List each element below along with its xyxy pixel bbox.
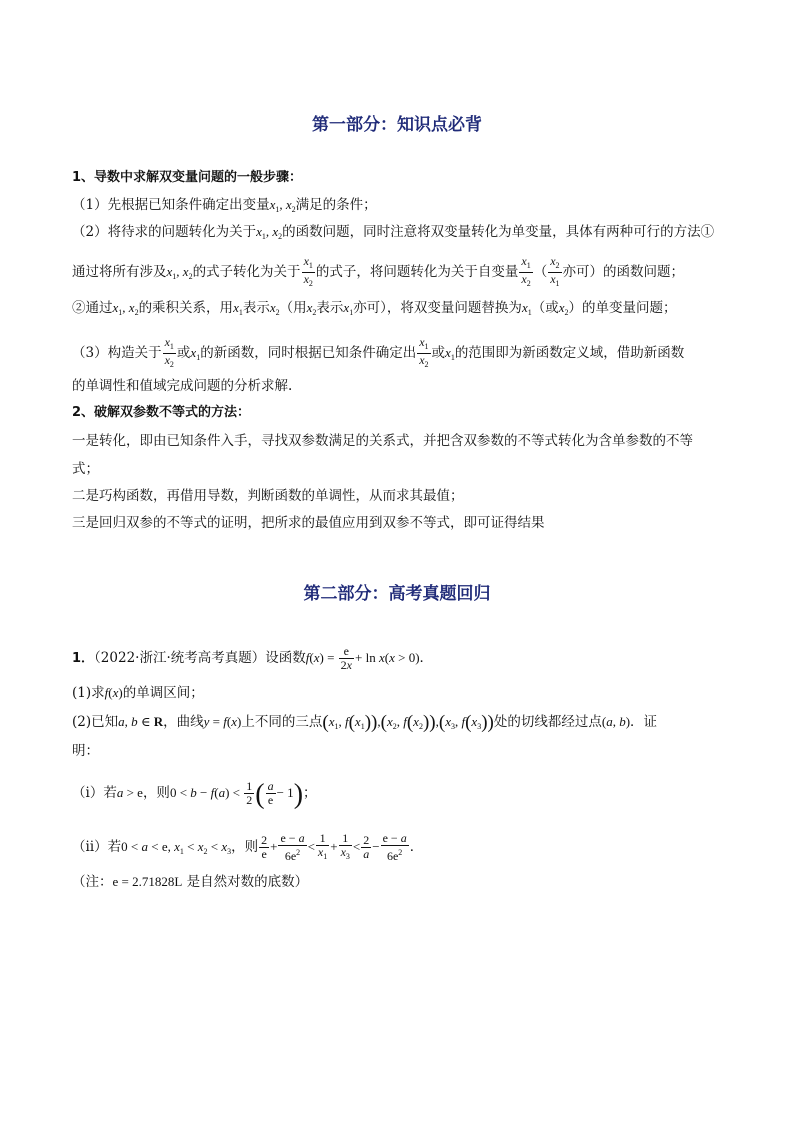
step1-line: （1）先根据已知条件确定出变量$x_1$, $x_2$满足的条件； <box>72 197 377 214</box>
question-stem: 1．（2022·浙江·统考高考真题）设函数f(x) = $\frac{e}{2x}$ + ln x(x > 0)． <box>72 644 434 672</box>
step2-line: （2）将待求的问题转化为关于$x_1$, $x_2$的函数问题，同时注意将双变量转化为单变量，具体有两种可行的方法① <box>72 224 715 241</box>
fraction-e-2x: $\frac{e}{2x}$ <box>340 644 352 672</box>
part2-heading: 第二部分：高考真题回归 <box>303 584 491 604</box>
step3-line-2: 的单调性和值域完成问题的分析求解. <box>72 378 293 394</box>
question-part1: (1)求f(x)的单调区间； <box>72 685 204 701</box>
method-transform-cont: 式； <box>72 461 99 477</box>
method-construct: 二是巧构函数，再借用导数，判断函数的单调性，从而求其最值； <box>72 488 464 504</box>
step2-method2-line: ②通过$x_1$, $x_2$的乘积关系，用$x_1$表示$x_2$（用$x_2$表示$x_1$亦可），将双变量问题替换为$x_1$（或$x_2$）的单变量问题； <box>72 300 677 317</box>
question-part2-cont: 明： <box>72 743 99 759</box>
item1-title: 1、导数中求解双变量问题的一般步骤： <box>72 170 303 185</box>
question-part2-i: （ⅰ）若a > e，则0 < b − f(a) < $\frac{1}{2}$ ( $\frac{a}{e}$ − 1)； <box>72 779 317 810</box>
question-part2-ii: （ⅱ）若0 < a < e, $x_1 < x_2 < x_3$，则 $\frac{2}{e}$ + $\frac{e - a}{6e^2}$ < $\frac{1}{x_1}$ + $\frac{1}{x_3}$ < $\frac{2}{a}$ − $\frac{e - a}{6e^2}$ ． <box>72 831 424 863</box>
item2-title: 2、破解双参数不等式的方法： <box>72 405 251 420</box>
e-value: e = 2.71828L <box>112 874 183 889</box>
part1-heading: 第一部分：知识点必背 <box>312 115 482 135</box>
step3-line: （3）构造关于 $\frac{x_1}{x_2}$ 或$x_1$的新函数，同时根据已知条件确定出 $\frac{x_1}{x_2}$ 或$x_1$的范围即为新函数定义域，借助新函数 <box>72 335 685 369</box>
question-part2: (2)已知a, b ∈ R，曲线y = f(x)上不同的三点($x_1$, $f(x_1)),(x_2$, $f(x_2)),(x_3$, $f(x_3)$)处的切线都经过点(a, b)．证 <box>72 712 658 733</box>
fraction-x1-x2: $\frac{x_1}{x_2}$ <box>303 254 313 288</box>
method-transform: 一是转化，即由已知条件入手，寻找双参数满足的关系式，并把含双参数的不等式转化为含单参数的不等 <box>72 433 693 449</box>
step2-method1-line: 通过将所有涉及$x_1$, $x_2$的式子转化为关于 $\frac{x_1}{x_2}$ 的式子，将问题转化为关于自变量 $\frac{x_1}{x_2}$ （ $\frac{x_2}{x_1}$ 亦可）的函数问题； <box>72 254 685 288</box>
method-return: 三是回归双参的不等式的证明，把所求的最值应用到双参不等式，即可证得结果 <box>72 515 545 531</box>
question-note: （注：e = 2.71828L 是自然对数的底数） <box>72 874 309 890</box>
